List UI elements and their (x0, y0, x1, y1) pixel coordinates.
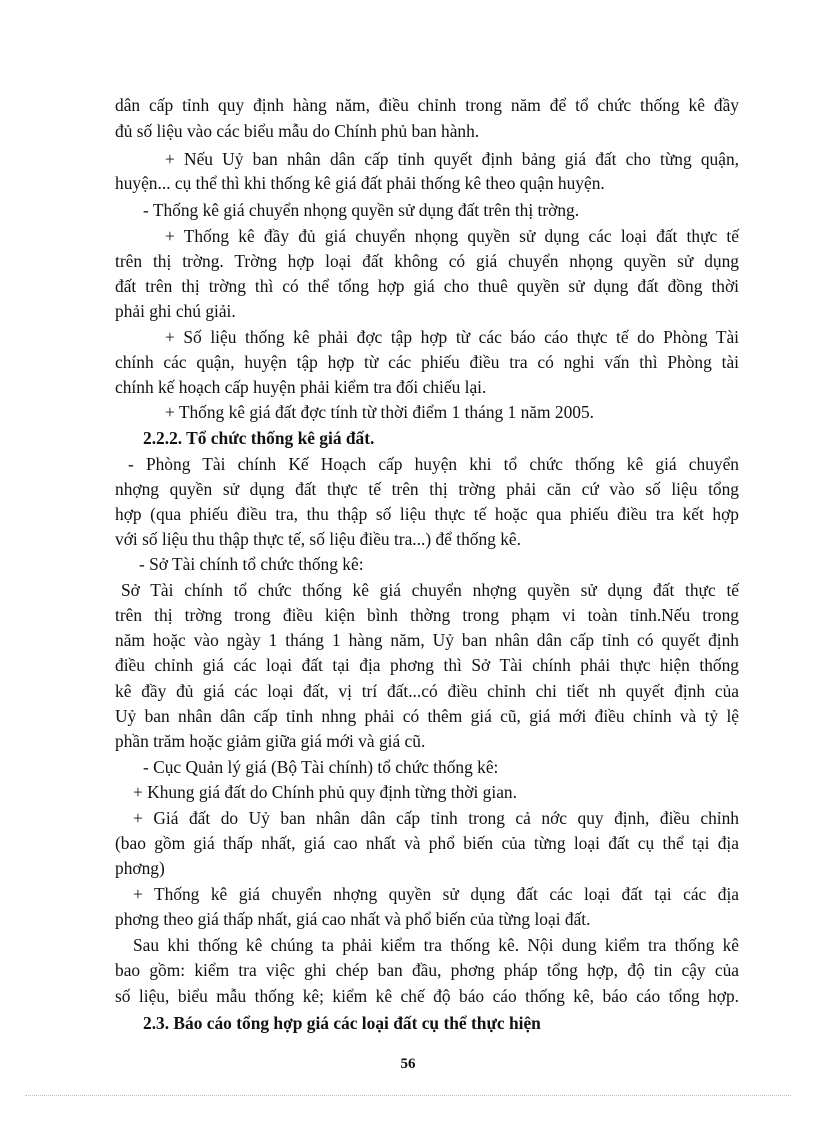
text-line: Uỷ ban nhân dân cấp tỉnh nhng phải có thêm giá cũ, giá mới điều chỉnh và tỷ lệ (115, 706, 739, 726)
text-line: (bao gồm giá thấp nhất, giá cao nhất và phổ biến của từng loại đất cụ thể tại địa (115, 833, 739, 853)
text-line: dân cấp tỉnh quy định hàng năm, điều chỉnh trong năm để tổ chức thống kê đầy (115, 95, 739, 115)
text-line: hợp (qua phiếu điều tra, thu thập số liệu thực tế hoặc qua phiếu điều tra kết hợp (115, 504, 739, 524)
text-line: phơng) (115, 858, 165, 878)
text-line: đủ số liệu vào các biểu mẫu do Chính phủ ban hành. (115, 121, 480, 141)
text-line: trên thị trờng trong điều kiện bình thờng trong phạm vi toàn tỉnh.Nếu trong (115, 605, 739, 625)
text-line: chính các quận, huyện tập hợp từ các phiếu điều tra có nghi vấn thì Phòng tài (115, 352, 739, 372)
text-line: trên thị trờng. Trờng hợp loại đất không có giá chuyển nhọng quyền sử dụng (115, 251, 739, 271)
text-line: + Khung giá đất do Chính phủ quy định từng thời gian. (133, 782, 517, 802)
text-line: + Thống kê giá chuyển nhợng quyền sử dụng đất các loại đất tại các địa (133, 884, 739, 904)
text-line: - Thống kê giá chuyển nhọng quyền sử dụng đất trên thị trờng. (143, 200, 580, 220)
text-line: phơng theo giá thấp nhất, giá cao nhất và phổ biến của từng loại đất. (115, 909, 591, 929)
text-line: bao gồm: kiểm tra việc ghi chép ban đầu, phơng pháp tổng hợp, độ tin cậy của (115, 960, 739, 980)
text-line: huyện... cụ thể thì khi thống kê giá đất phải thống kê theo quận huyện. (115, 173, 605, 193)
footer-divider (25, 1095, 791, 1096)
text-line: Sở Tài chính tổ chức thống kê giá chuyển nhợng quyền sử dụng đất thực tế (121, 580, 739, 600)
text-line: nhợng quyền sử dụng đất thực tế trên thị trờng phải căn cứ vào số liệu tổng (115, 479, 739, 499)
text-line: - Cục Quản lý giá (Bộ Tài chính) tổ chức thống kê: (143, 757, 499, 777)
text-line: số liệu, biểu mẫu thống kê; kiểm kê chế độ báo cáo thống kê, báo cáo tổng hợp. (115, 986, 739, 1006)
text-line: năm hoặc vào ngày 1 tháng 1 hàng năm, Uỷ ban nhân dân cấp tỉnh có quyết định (115, 630, 739, 650)
section-heading: 2.3. Báo cáo tổng hợp giá các loại đất cụ thể thực hiện (143, 1013, 541, 1033)
page-number: 56 (400, 1056, 416, 1072)
text-line: phần trăm hoặc giảm giữa giá mới và giá cũ. (115, 731, 426, 751)
text-line: + Giá đất do Uỷ ban nhân dân cấp tỉnh trong cả nớc quy định, điều chỉnh (133, 808, 739, 828)
text-line: chính kế hoạch cấp huyện phải kiểm tra đối chiếu lại. (115, 377, 487, 397)
text-line: + Số liệu thống kê phải đợc tập hợp từ các báo cáo thực tế do Phòng Tài (165, 327, 739, 347)
text-line: Sau khi thống kê chúng ta phải kiểm tra thống kê. Nội dung kiểm tra thống kê (133, 935, 739, 955)
text-line: - Sở Tài chính tổ chức thống kê: (139, 554, 364, 574)
text-line: + Nếu Uỷ ban nhân dân cấp tỉnh quyết định bảng giá đất cho từng quận, (165, 149, 739, 169)
text-line: với số liệu thu thập thực tế, số liệu điều tra...) để thống kê. (115, 529, 521, 549)
text-line: + Thống kê giá đất đợc tính từ thời điểm 1 tháng 1 năm 2005. (165, 402, 595, 422)
text-line: kê đầy đủ giá các loại đất, vị trí đất...có điều chỉnh chi tiết nh quyết định của (115, 681, 739, 701)
text-line: phải ghi chú giải. (115, 301, 236, 321)
text-line: - Phòng Tài chính Kế Hoạch cấp huyện khi tổ chức thống kê giá chuyển (128, 454, 739, 474)
text-line: điều chỉnh giá các loại đất tại địa phơng thì Sở Tài chính phải thực hiện thống (115, 655, 739, 675)
section-heading: 2.2.2. Tổ chức thống kê giá đất. (143, 428, 375, 448)
text-line: đất trên thị trờng thì có thể tổng hợp giá cho thuê quyền sử dụng đất đồng thời (115, 276, 739, 296)
text-line: + Thống kê đầy đủ giá chuyển nhọng quyền sử dụng các loại đất thực tế (165, 226, 739, 246)
